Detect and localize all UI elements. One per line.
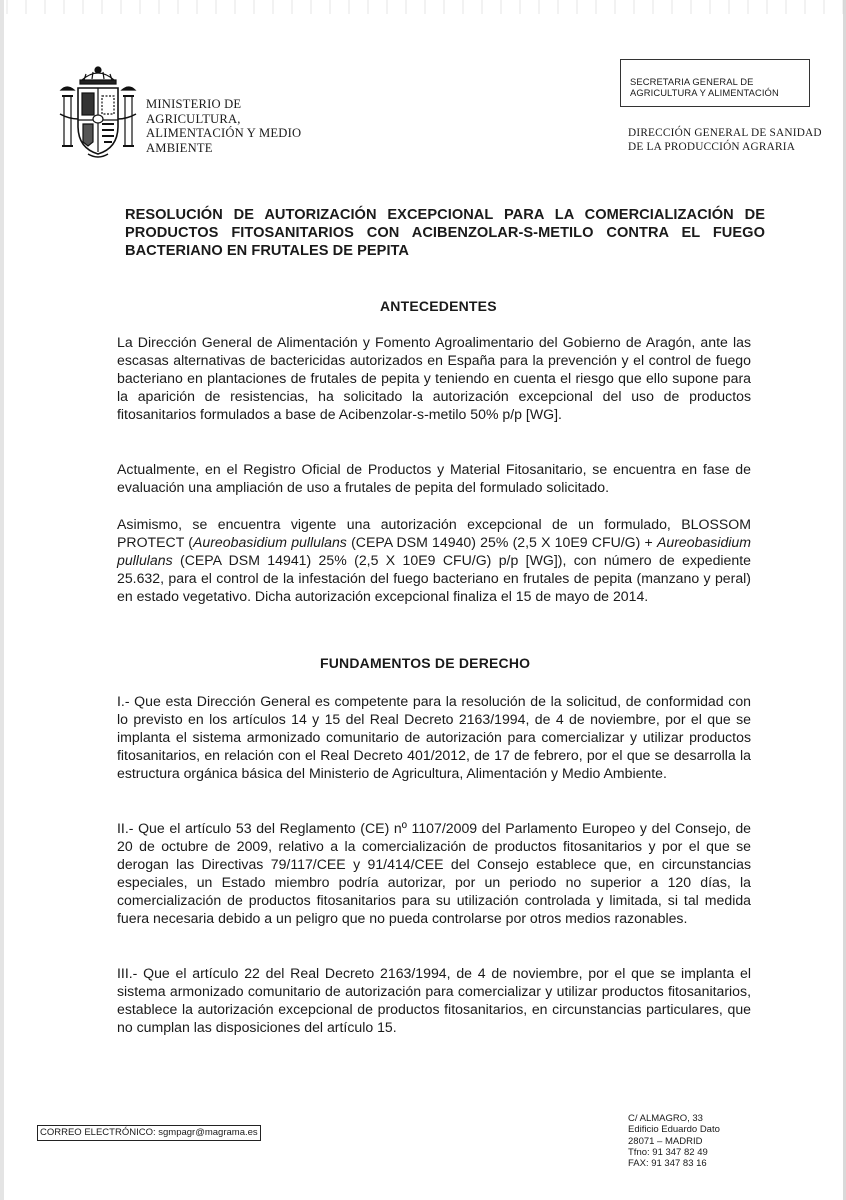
paragraph-text-a: Asimismo, se encuentra vigente una autorización excepcional de un formulado, BLOSSOM PROTECT ( [117,516,751,551]
fundamentos-paragraph-1 [117,692,751,782]
antecedentes-paragraph-2 [117,460,751,496]
ministry-line-3: ALIMENTACIÓN Y MEDIO [146,126,302,141]
footer-email-box [37,1125,261,1141]
paragraph-text: II.- Que el artículo 53 del Reglamento (CE) nº 1107/2009 del Parlamento Europeo y del Consejo, de 20 de octubre de 2009, relativo a la comercialización de productos fitosanitarios y por el que se derogan las Directivas 79/117/CEE y 91/414/CEE del Consejo establece que, en circunstancias especiales, un Estado miembro podría autorizar, por un periodo no superior a 120 días, la comercialización de productos fitosanitarios para su utilización controlada y limitada, si tal medida fuera necesaria debido a un peligro que no pueda controlarse por otros medios razonables. [117,820,751,927]
antecedentes-paragraph-1 [117,333,751,423]
paragraph-text-c: (CEPA DSM 14941) 25% (2,5 X 10E9 CFU/G) p/p [WG]), con número de expediente 25.632, para el control de la infestación del fuego bacteriano en frutales de pepita (manzano y peral) en estado vegetativo. Dicha autorización excepcional finaliza el 15 de mayo de 2014. [117,552,751,605]
paragraph-text-b: (CEPA DSM 14940) 25% (2,5 X 10E9 CFU/G) + [346,534,657,551]
species-name: Aureobasidium pullulans [117,534,752,569]
direccion-line-1: DIRECCIÓN GENERAL DE SANIDAD [628,127,822,139]
ministry-line-1: MINISTERIO DE [146,97,242,111]
email-address[interactable]: sgmpagr@magrama.es [158,1127,258,1138]
document-title: RESOLUCIÓN DE AUTORIZACIÓN EXCEPCIONAL PARA LA COMERCIALIZACIÓN DE PRODUCTOS FITOSANITARIOS CON ACIBENZOLAR-S-METILO CONTRA EL FUEGO BACTERIANO EN FRUTALES DE PEPITA [125,207,765,259]
ministry-name [146,97,301,155]
address-line-1: C/ ALMAGRO, 33 [628,1113,703,1124]
address-line-2: Edificio Eduardo Dato [628,1124,720,1136]
ministry-line-2: AGRICULTURA, [146,111,241,126]
paragraph-text [117,515,751,605]
paragraph-text: Actualmente, en el Registro Oficial de Productos y Material Fitosanitario, se encuentra en fase de evaluación una ampliación de uso a frutales de pepita del formulado solicitado. [117,461,751,496]
fundamentos-paragraph-2 [117,819,751,927]
species-name: Aureobasidium pullulans [193,534,347,551]
antecedentes-heading: ANTECEDENTES [380,298,497,314]
address-line-4: Tfno: 91 347 82 49 [628,1146,708,1158]
secretaria-line-1: SECRETARIA GENERAL DE [630,76,754,87]
fundamentos-heading: FUNDAMENTOS DE DERECHO [320,655,531,671]
scan-artifact-left [0,0,4,1200]
address-line-3: 28071 – MADRID [628,1135,703,1147]
paragraph-text: I.- Que esta Dirección General es competente para la resolución de la solicitud, de conformidad con lo previsto en los artículos 14 y 15 del Real Decreto 2163/1994, de 4 de noviembre, por el que se implanta el sistema armonizado comunitario de autorización para comercializar y utilizar productos fitosanitarios, en relación con el Real Decreto 401/2012, de 17 de febrero, por el que se desarrolla la estructura orgánica básica del Ministerio de Agricultura, Alimentación y Medio Ambiente. [117,693,751,782]
email-label: CORREO ELECTRÓNICO: [40,1127,156,1138]
antecedentes-paragraph-3 [117,515,751,605]
footer-address [628,1113,720,1169]
direccion-line-2: DE LA PRODUCCIÓN AGRARIA [628,140,796,153]
direccion-general [628,127,822,154]
fundamentos-paragraph-3 [117,964,751,1036]
secretaria-box [620,59,810,107]
spanish-coat-of-arms-icon [58,62,138,162]
ministry-line-4: AMBIENTE [146,140,213,155]
paragraph-text: La Dirección General de Alimentación y Fomento Agroalimentario del Gobierno de Aragón, ante las escasas alternativas de bactericidas autorizados en España para la prevención y el control de fuego bacteriano en plantaciones de frutales de pepita y teniendo en cuenta el riesgo que ello supone para la aparición de resistencias, ha solicitado la autorización excepcional del uso de productos fitosanitarios formulados a base de Acibenzolar-s-metilo 50% p/p [WG]. [117,334,751,423]
address-line-5: FAX: 91 347 83 16 [628,1158,707,1170]
paragraph-text: III.- Que el artículo 22 del Real Decreto 2163/1994, de 4 de noviembre, por el que se implanta el sistema armonizado comunitario de autorización para comercializar y utilizar productos fitosanitarios, establece la autorización excepcional de productos fitosanitarios, en circunstancias particulares, que no cumplan las disposiciones del artículo 15. [117,965,751,1036]
secretaria-line-2: AGRICULTURA Y ALIMENTACIÓN [630,87,779,98]
scan-artifact-top [0,0,846,14]
